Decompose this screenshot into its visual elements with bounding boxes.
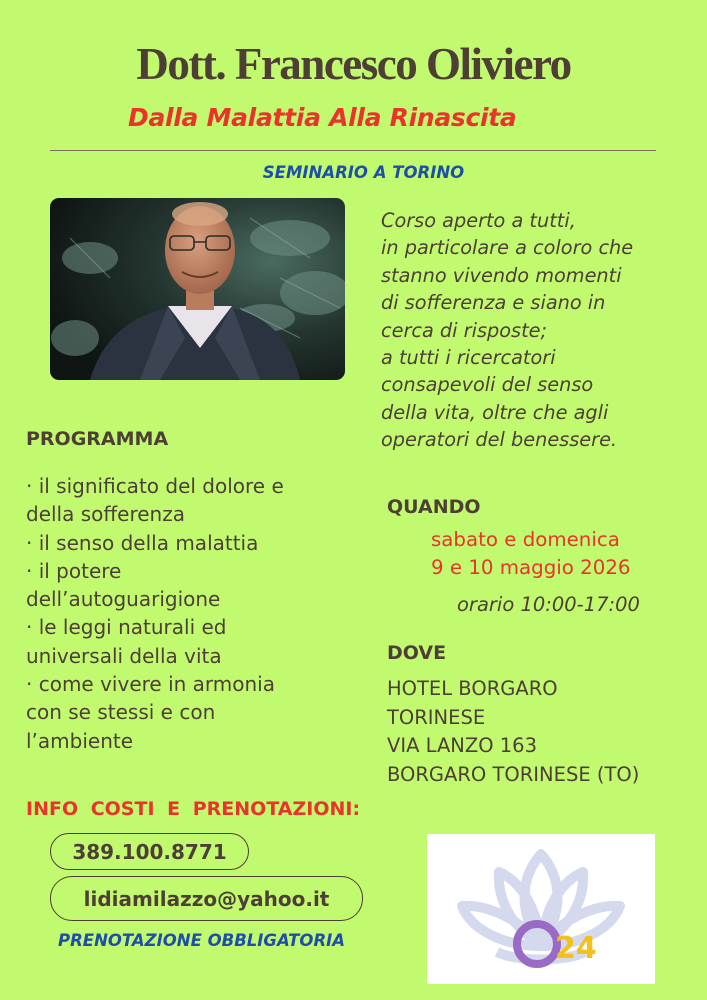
- program-line: · le leggi naturali ed: [26, 615, 227, 640]
- subtitle: Dalla Malattia Alla Rinascita: [128, 103, 517, 132]
- program-line: con se stessi e con: [26, 700, 216, 725]
- seminar-location-label: SEMINARIO A TORINO: [262, 163, 465, 182]
- logo-number: 24: [555, 931, 597, 966]
- program-list: [26, 472, 346, 755]
- description-line: della vita, oltre che agli: [381, 400, 609, 424]
- divider: [50, 150, 656, 151]
- speaker-photo-image: [50, 198, 345, 380]
- program-line: · come vivere in armonia: [26, 672, 275, 697]
- program-line: universali della vita: [26, 643, 222, 668]
- description-line: stanno vivendo momenti: [381, 263, 622, 287]
- description-line: di sofferenza e siano in: [381, 291, 606, 315]
- organizer-logo: [427, 834, 655, 984]
- description-line: Corso aperto a tutti,: [381, 209, 576, 232]
- description-line: in particolare a coloro che: [381, 236, 634, 260]
- event-date: [431, 526, 631, 582]
- program-line: · il senso della malattia: [26, 530, 259, 555]
- description-line: consapevoli del senso: [381, 373, 594, 397]
- program-heading: PROGRAMMA: [26, 428, 169, 450]
- program-line: l’ambiente: [26, 728, 134, 753]
- program-line: della sofferenza: [26, 502, 185, 527]
- info-heading: INFO COSTI E PRENOTAZIONI:: [26, 798, 361, 820]
- event-days: sabato e domenica: [431, 528, 620, 551]
- address-line: HOTEL BORGARO: [387, 677, 558, 700]
- course-description: [381, 207, 691, 454]
- where-heading: DOVE: [387, 642, 447, 664]
- venue-address: [387, 675, 639, 789]
- program-line: · il potere: [26, 558, 122, 583]
- address-line: BORGARO TORINESE (TO): [387, 762, 640, 786]
- event-time: orario 10:00-17:00: [457, 593, 640, 616]
- email-address-button[interactable]: lidiamilazzo@yahoo.it: [50, 876, 363, 921]
- lotus-logo-icon: [427, 834, 655, 984]
- address-line: TORINESE: [387, 705, 486, 729]
- program-line: dell’autoguarigione: [26, 587, 221, 612]
- address-line: VIA LANZO 163: [387, 734, 537, 757]
- description-line: a tutti i ricercatori: [381, 346, 556, 370]
- page-title: Dott. Francesco Oliviero: [136, 39, 571, 89]
- event-dates: 9 e 10 maggio 2026: [431, 556, 631, 579]
- description-line: cerca di risposte;: [381, 318, 547, 342]
- description-line: operatori del benessere.: [381, 428, 618, 452]
- phone-number-button[interactable]: 389.100.8771: [50, 833, 249, 870]
- speaker-photo: [50, 198, 345, 380]
- booking-required-note: PRENOTAZIONE OBBLIGATORIA: [58, 931, 346, 950]
- program-line: · il significato del dolore e: [26, 474, 284, 498]
- when-heading: QUANDO: [387, 496, 481, 518]
